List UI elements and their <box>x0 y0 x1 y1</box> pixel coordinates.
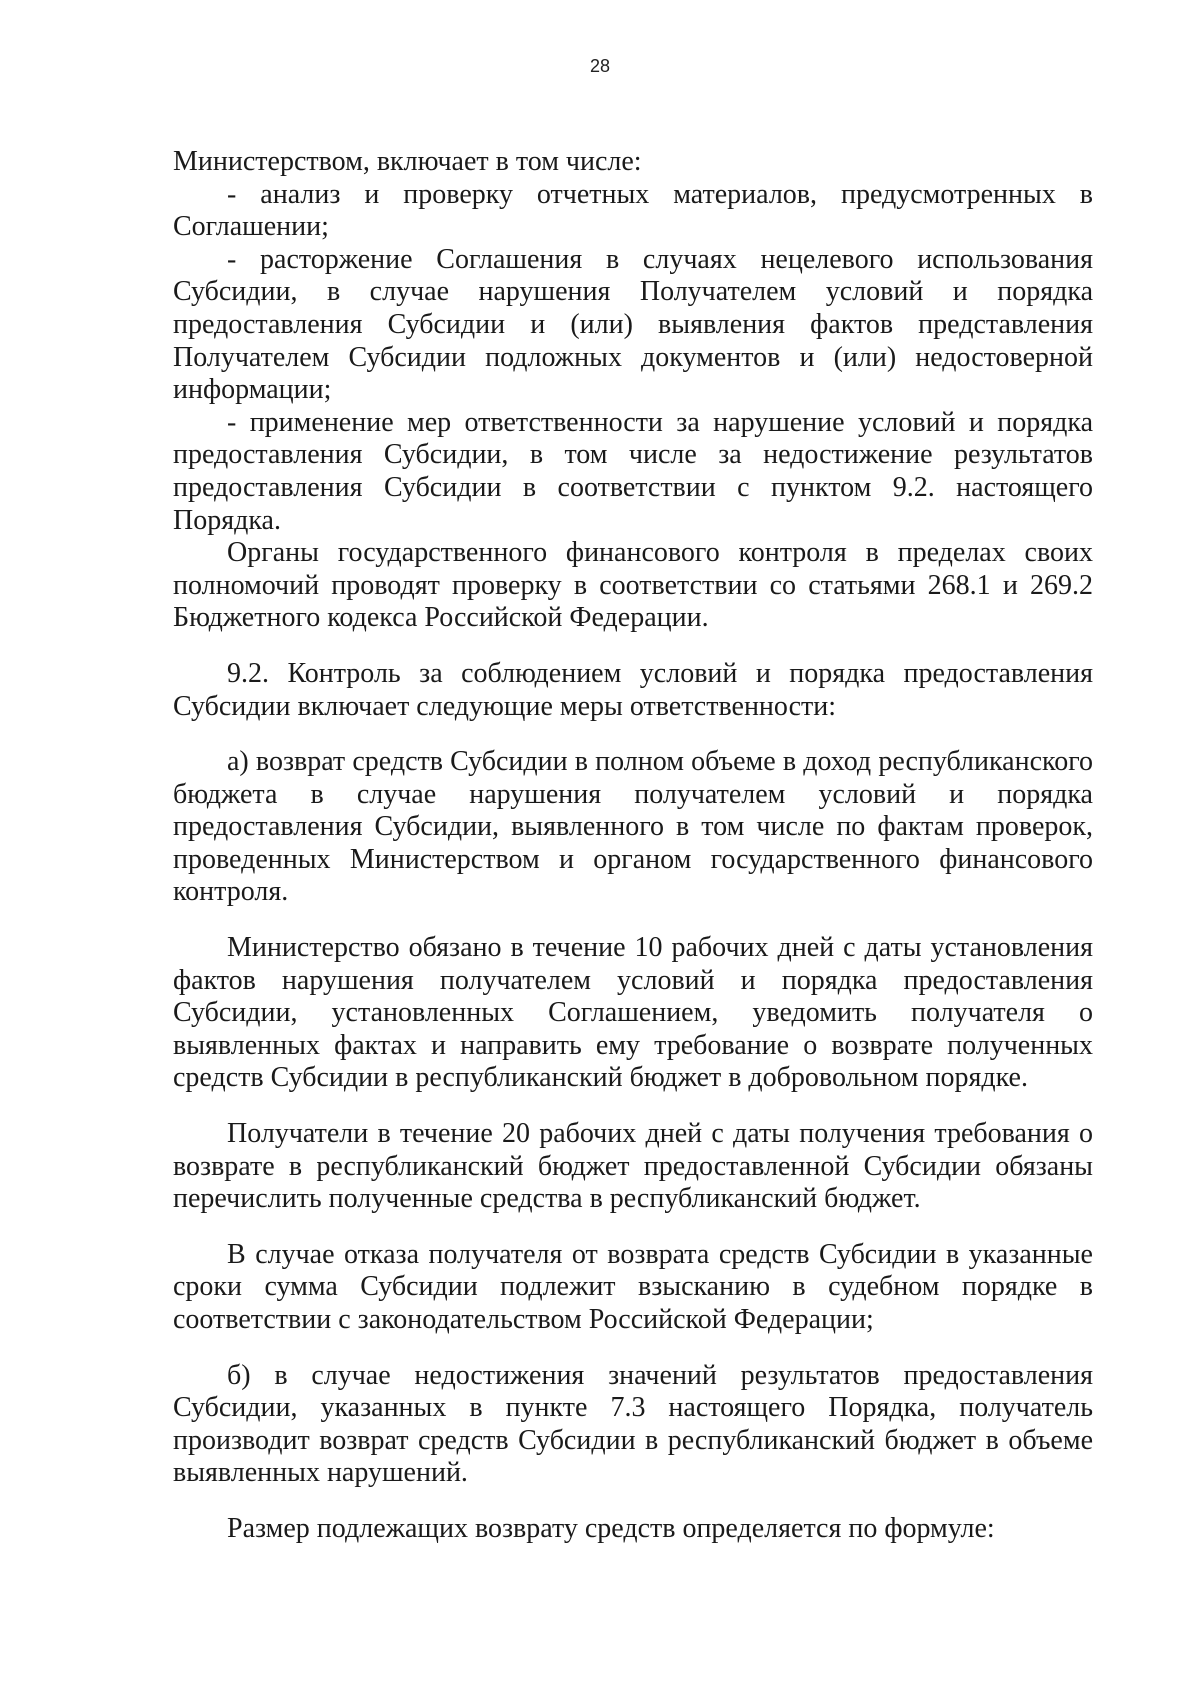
paragraph-item-a: а) возврат средств Субсидии в полном объеме в доход республиканского бюджета в случае нарушения получателем условий и порядка предоставления Субсидии, выявленного в том числе по фактам проверок, проведенных Министерством и органом государственного финансового контроля. <box>173 746 1093 908</box>
document-body <box>173 146 1093 1546</box>
paragraph-refusal: В случае отказа получателя от возврата средств Субсидии в указанные сроки сумма Субсидии подлежит взысканию в судебном порядке в соответствии с законодательством Российской Федерации; <box>173 1238 1093 1335</box>
paragraph-item-b: б) в случае недостижения значений результатов предоставления Субсидии, указанных в пункте 7.3 настоящего Порядка, получатель производит возврат средств Субсидии в республиканский бюджет в объеме выявленных нарушений. <box>173 1359 1093 1489</box>
paragraph-financial-control: Органы государственного финансового контроля в пределах своих полномочий проводят проверку в соответствии со статьями 268.1 и 269.2 Бюджетного кодекса Российской Федерации. <box>173 537 1093 634</box>
paragraph-section-9-2: 9.2. Контроль за соблюдением условий и порядка предоставления Субсидии включает следующие меры ответственности: <box>173 657 1093 722</box>
paragraph-intro: Министерством, включает в том числе: <box>173 146 642 177</box>
list-item-termination: - расторжение Соглашения в случаях нецелевого использования Субсидии, в случае нарушения Получателем условий и порядка предоставления Субсидии и (или) выявления фактов представления Получателем Субсидии подложных документов и (или) недостоверной информации; <box>173 243 1093 406</box>
list-item-analysis: - анализ и проверку отчетных материалов, предусмотренных в Соглашении; <box>173 178 1093 243</box>
paragraph-formula-intro: Размер подлежащих возврату средств определяется по формуле: <box>227 1512 995 1544</box>
paragraph-recipients-refund: Получатели в течение 20 рабочих дней с даты получения требования о возврате в республиканский бюджет предоставленной Субсидии обязаны перечислить полученные средства в республиканский бюджет. <box>173 1118 1093 1215</box>
paragraph-ministry-obligation: Министерство обязано в течение 10 рабочих дней с даты установления фактов нарушения получателем условий и порядка предоставления Субсидии, установленных Соглашением, уведомить получателя о выявленных фактах и направить ему требование о возврате полученных средств Субсидии в республиканский бюджет в добровольном порядке. <box>173 932 1093 1094</box>
page-number: 28 <box>589 56 611 76</box>
list-item-liability: - применение мер ответственности за нарушение условий и порядка предоставления Субсидии, в том числе за недостижение результатов предоставления Субсидии в соответствии с пунктом 9.2. настоящего Порядка. <box>173 406 1093 536</box>
